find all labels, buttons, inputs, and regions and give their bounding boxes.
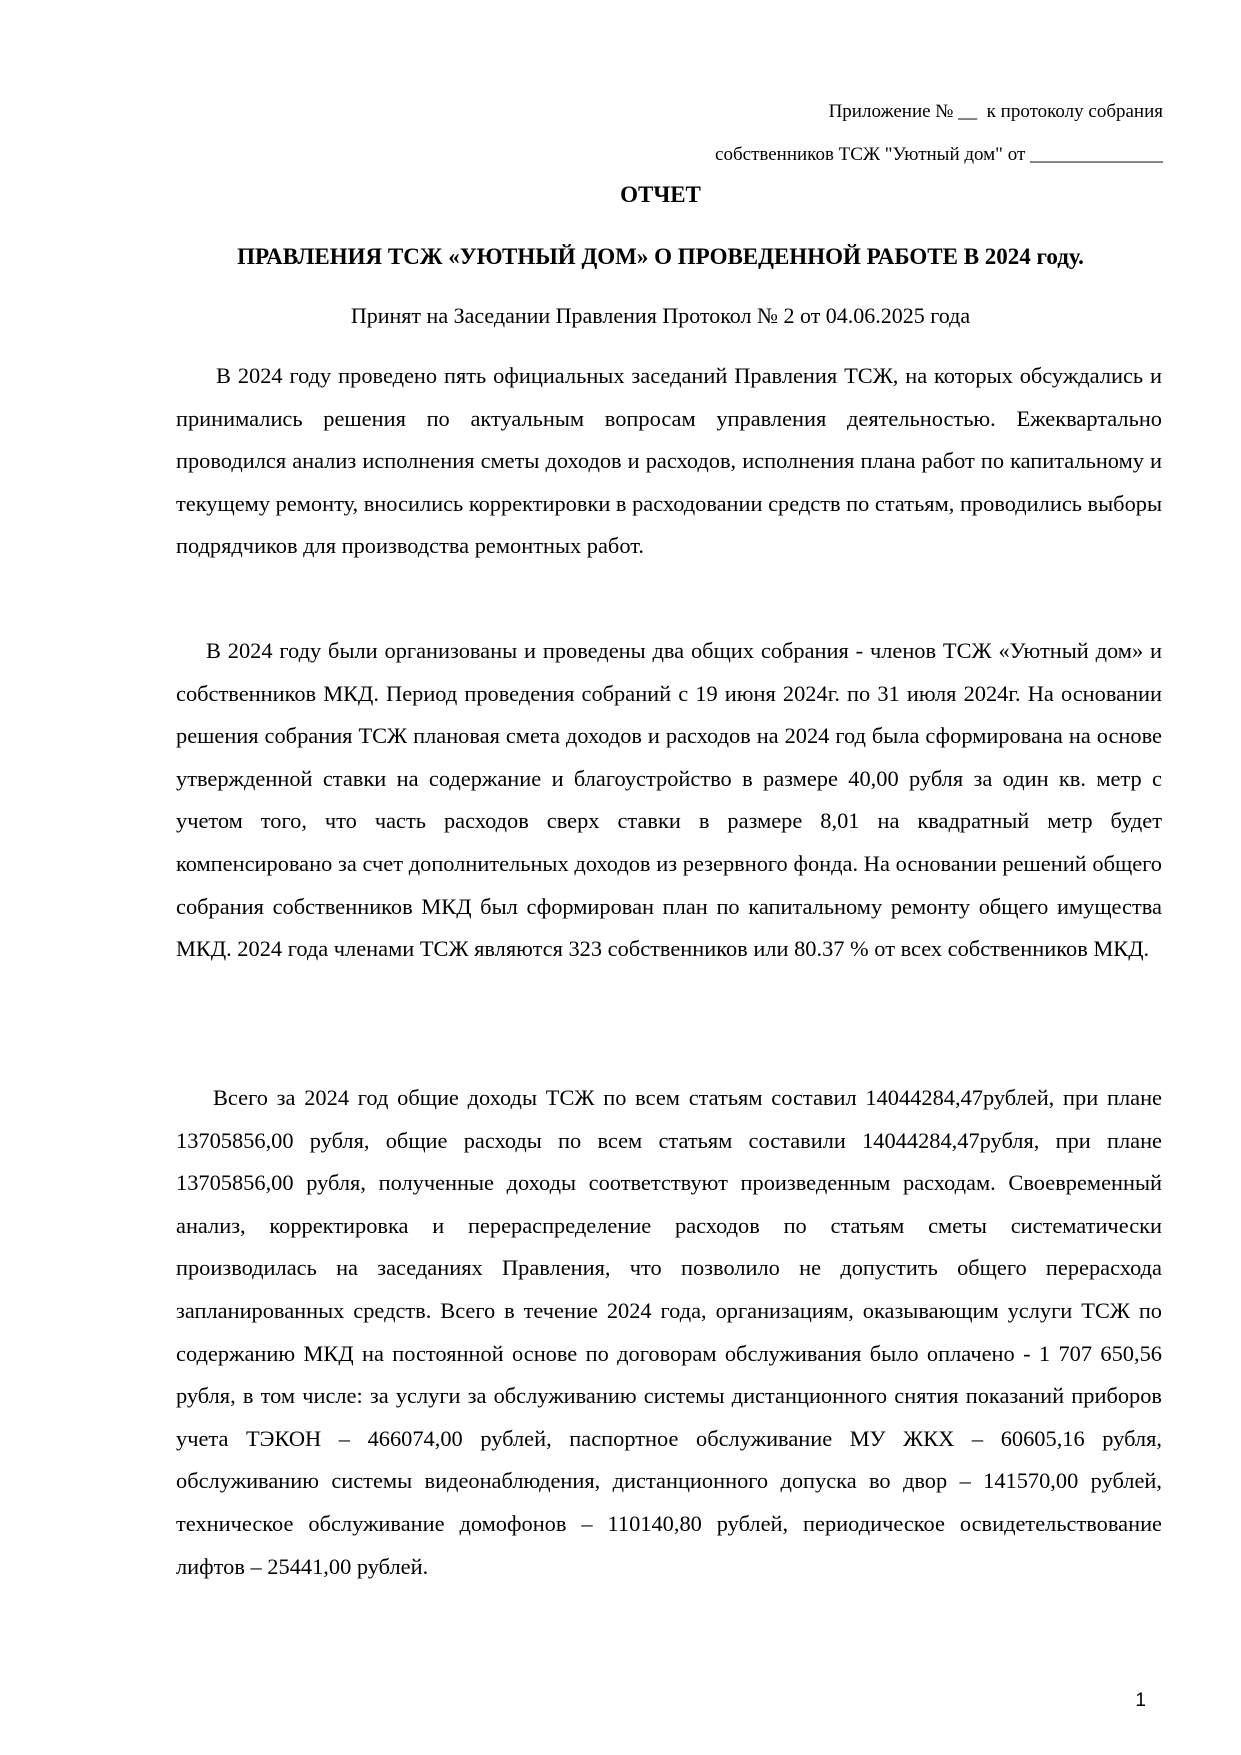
attachment-header-line2: собственников ТСЖ "Уютный дом" от ______________ bbox=[715, 144, 1163, 165]
attachment-header-line1: Приложение № __ к протоколу собрания bbox=[828, 101, 1163, 122]
report-title: ОТЧЕТ bbox=[620, 182, 701, 207]
paragraph-general-meetings: В 2024 году были организованы и проведены два общих собрания - членов ТСЖ «Уютный дом» и собственников МКД. Период проведения собраний с 19 июня 2024г. по 31 июля 2024г. На основании решения собрания ТСЖ плановая смета доходов и расходов на 2024 год была сформирована на основе утвержденной ставки на содержание и благоустройство в размере 40,00 рубля за один кв. метр с учетом того, что часть расходов сверх ставки в размере 8,01 на квадратный метр будет компенсировано за счет дополнительных доходов из резервного фонда. На основании решений общего собрания собственников МКД был сформирован план по капитальному ремонту общего имущества МКД. 2024 года членами ТСЖ являются 323 собственников или 80.37 % от всех собственников МКД. bbox=[176, 638, 1162, 962]
page-number: 1 bbox=[1135, 1690, 1146, 1711]
report-subtitle: ПРАВЛЕНИЯ ТСЖ «УЮТНЫЙ ДОМ» О ПРОВЕДЕННОЙ РАБОТЕ В 2024 году. bbox=[237, 244, 1084, 269]
paragraph-income-expenses: Всего за 2024 год общие доходы ТСЖ по всем статьям составил 14044284,47рублей, при плане 13705856,00 рубля, общие расходы по всем статьям составили 14044284,47рубля, при плане 13705856,00 рубля, полученные доходы соответствуют произведенным расходам. Своевременный анализ, корректировка и перераспределение расходов по статьям сметы систематически производилась на заседаниях Правления, что позволило не допустить общего перерасхода запланированных средств. Всего в течение 2024 года, организациям, оказывающим услуги ТСЖ по содержанию МКД на постоянной основе по договорам обслуживания было оплачено - 1 707 650,56 рубля, в том числе: за услуги за обслуживанию системы дистанционного снятия показаний приборов учета ТЭКОН – 466074,00 рублей, паспортное обслуживание МУ ЖКХ – 60605,16 рубля, обслуживанию системы видеонаблюдения, дистанционного допуска во двор – 141570,00 рублей, техническое обслуживание домофонов – 110140,80 рублей, периодическое освидетельствование лифтов – 25441,00 рублей. bbox=[176, 1085, 1162, 1579]
adoption-note: Принят на Заседании Правления Протокол № 2 от 04.06.2025 года bbox=[350, 303, 971, 328]
paragraph-board-meetings: В 2024 году проведено пять официальных заседаний Правления ТСЖ, на которых обсуждались и принимались решения по актуальным вопросам управления деятельностью. Ежеквартально проводился анализ исполнения сметы доходов и расходов, исполнения плана работ по капитальному и текущему ремонту, вносились корректировки в расходовании средств по статьям, проводились выборы подрядчиков для производства ремонтных работ. bbox=[176, 363, 1163, 559]
